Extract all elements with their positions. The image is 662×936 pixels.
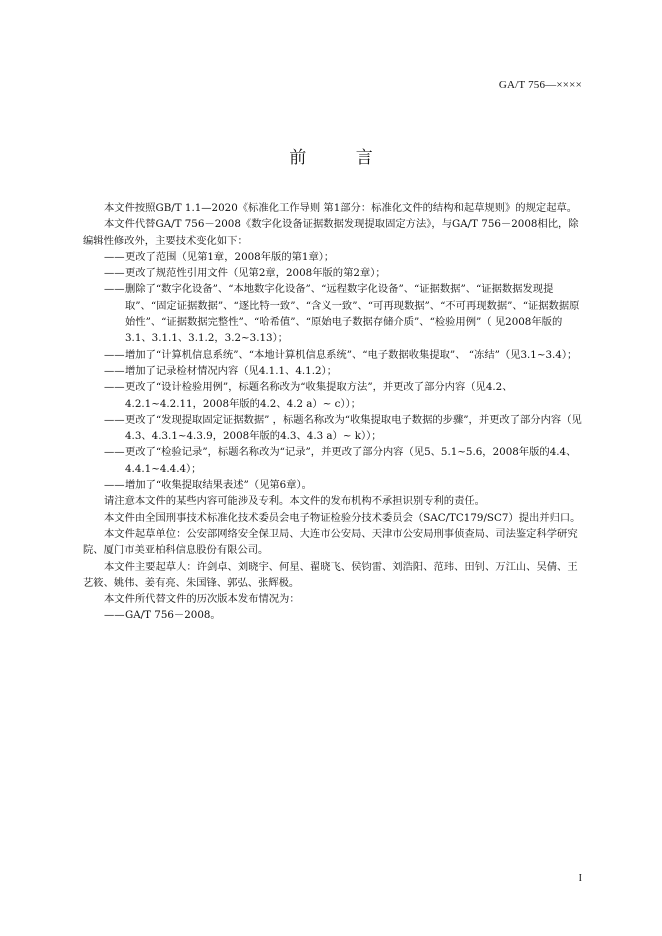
history-item-text: GA/T 756－2008。 <box>125 609 221 622</box>
paragraph: 本文件主要起草人：许剑卓、刘晓宇、何星、翟晓飞、侯钧雷、刘浩阳、范玮、田钊、万江山、吴倩、王艺筱、姚伟、姜有亮、朱国锋、郭弘、张辉极。 <box>83 560 578 589</box>
page-title: 前 言 <box>289 148 395 168</box>
change-item-text: 删除了“数字化设备”、“本地数字化设备”、“远程数字化设备”、“证据数据”、“证据数据发现提取”、“固定证据数据”、“逐比特一致”、“含义一致”、“可再现数据”、“不可再现数据”、“证据数据原始性”、“证据数据完整性”、“哈希值”、“原始电子数据存储介质”、“检验用例”（ 见2008年版的3.1、3.1.1、3.1.2，3.2~3.13）； <box>125 283 580 345</box>
change-item <box>83 379 583 412</box>
change-item <box>83 477 583 493</box>
dash-marker: —— <box>104 479 125 492</box>
change-item-text: 增加了记录检材情况内容（见4.1.1、4.1.2）； <box>125 364 337 377</box>
change-item <box>83 444 583 477</box>
document-body <box>83 200 583 624</box>
page-number: I <box>578 873 582 884</box>
history-item <box>83 607 583 623</box>
paragraph: 本文件由全国刑事技术标准化技术委员会电子物证检验分技术委员会（SAC/TC179/SC7）提出并归口。 <box>104 511 581 524</box>
document-code: GA/T 756—×××× <box>498 79 582 91</box>
dash-marker: —— <box>104 609 125 622</box>
dash-marker: —— <box>104 267 125 280</box>
change-item-text: 增加了“收集提取结果表述”（见第6章）。 <box>125 479 312 492</box>
paragraph: 本文件按照GB/T 1.1—2020《标准化工作导则 第1部分：标准化文件的结构和起草规则》的规定起草。 <box>104 202 578 214</box>
change-item-text: 更改了“设计检验用例”，标题名称改为“收集提取方法”，并更改了部分内容（见4.2、4.2.1~4.2.11，2008年版的4.2、4.2 a）~ c））； <box>125 381 513 410</box>
change-item <box>83 363 583 379</box>
change-item-text: 更改了规范性引用文件（见第2章，2008年版的第2章）； <box>125 267 386 280</box>
change-item <box>83 347 583 363</box>
dash-marker: —— <box>104 348 125 361</box>
paragraph: 请注意本文件的某些内容可能涉及专利。本文件的发布机构不承担识别专利的责任。 <box>104 495 485 508</box>
change-item <box>83 265 583 281</box>
change-item-text: 更改了范围（见第1章，2008年版的第1章）； <box>125 250 335 263</box>
change-item <box>83 412 583 445</box>
change-item-text: 增加了“计算机信息系统”、“本地计算机信息系统”、“电子数据收集提取”、 “冻结”（见3.1~3.4）； <box>125 348 578 361</box>
dash-marker: —— <box>104 446 125 459</box>
dash-marker: —— <box>104 250 125 263</box>
change-item-text: 更改了“检验记录”，标题名称改为“记录”，并更改了部分内容（见5、5.1~5.6，2008年版的4.4、4.4.1~4.4.4）； <box>125 446 577 475</box>
dash-marker: —— <box>104 364 125 377</box>
dash-marker: —— <box>104 413 125 426</box>
change-item-text: 更改了“发现提取固定证据数据” ，标题名称改为“收集提取电子数据的步骤”，并更改了部分内容（见4.3、4.3.1~4.3.9，2008年版的4.3、4.3 a）~ k））； <box>125 413 582 443</box>
dash-marker: —— <box>104 283 125 296</box>
change-item <box>83 281 583 346</box>
dash-marker: —— <box>104 381 125 394</box>
change-item <box>83 249 583 265</box>
paragraph: 本文件起草单位：公安部网络安全保卫局、大连市公安局、天津市公安局刑事侦查局、司法鉴定科学研究院、厦门市美亚柏科信息股份有限公司。 <box>83 527 578 557</box>
paragraph: 本文件所代替文件的历次版本发布情况为： <box>104 593 300 606</box>
paragraph: 本文件代替GA/T 756－2008《数字化设备证据数据发现提取固定方法》，与GA/T 756－2008相比，除编辑性修改外，主要技术变化如下： <box>83 218 579 247</box>
